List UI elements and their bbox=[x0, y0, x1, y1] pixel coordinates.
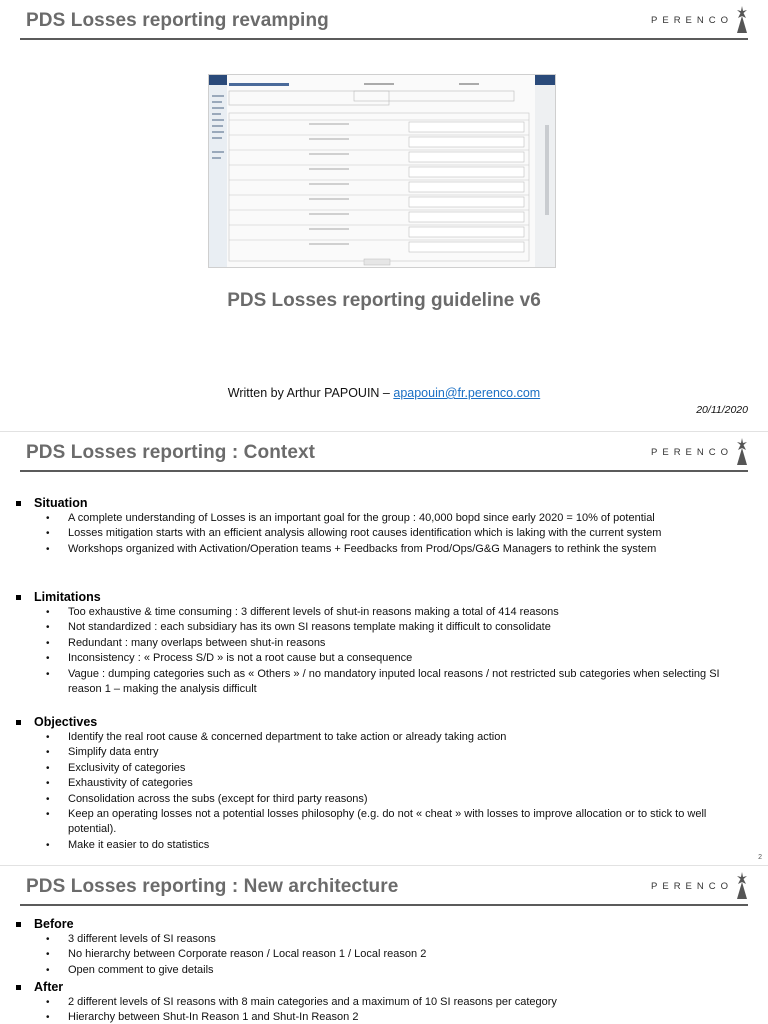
slide-title: PDS Losses reporting : Context bbox=[26, 442, 316, 463]
list-item: • Too exhaustive & time consuming : 3 different levels of shut-in reasons making a total of 414 reasons bbox=[16, 605, 756, 620]
author-text: Written by Arthur PAPOUIN – bbox=[227, 386, 394, 400]
title-rule bbox=[20, 38, 748, 40]
list-item: • 3 different levels of SI reasons bbox=[16, 932, 756, 947]
section-heading: Before bbox=[16, 916, 756, 932]
title-rule bbox=[20, 904, 748, 906]
section-limitations bbox=[16, 589, 756, 697]
section-heading: After bbox=[16, 979, 756, 995]
slide-context bbox=[0, 432, 768, 864]
bullet-list bbox=[16, 511, 756, 557]
square-bullet-icon bbox=[16, 595, 21, 600]
slide-new-architecture bbox=[0, 866, 768, 1024]
section-after bbox=[16, 979, 756, 1024]
section-before bbox=[16, 916, 756, 978]
bullet-list bbox=[16, 605, 756, 697]
ermine-icon bbox=[734, 438, 750, 466]
section-situation bbox=[16, 495, 756, 557]
slide-title: PDS Losses reporting revamping bbox=[26, 10, 329, 31]
document-date: 20/11/2020 bbox=[696, 404, 748, 416]
square-bullet-icon bbox=[16, 985, 21, 990]
logo-text: PERENCO bbox=[651, 446, 733, 458]
perenco-logo bbox=[651, 438, 750, 466]
list-item: • No hierarchy between Corporate reason / Local reason 1 / Local reason 2 bbox=[16, 947, 756, 962]
list-item: • A complete understanding of Losses is an important goal for the group : 40,000 bopd since early 2020 = 10% of potential bbox=[16, 511, 756, 526]
slide-title: PDS Losses reporting : New architecture bbox=[26, 876, 399, 897]
author-email-link[interactable]: apapouin@fr.perenco.com bbox=[393, 386, 541, 400]
list-item: • Hierarchy between Shut-In Reason 1 and Shut-In Reason 2 bbox=[16, 1010, 756, 1024]
square-bullet-icon bbox=[16, 720, 21, 725]
square-bullet-icon bbox=[16, 922, 21, 927]
screenshot-thumbnail bbox=[208, 74, 556, 268]
list-item: • Exhaustivity of categories bbox=[16, 776, 756, 791]
list-item: • 2 different levels of SI reasons with 8 main categories and a maximum of 10 SI reasons per category bbox=[16, 995, 756, 1010]
logo-text: PERENCO bbox=[651, 880, 733, 892]
list-item: • Workshops organized with Activation/Operation teams + Feedbacks from Prod/Ops/G&G Managers to rethink the system bbox=[16, 542, 756, 557]
title-rule bbox=[20, 470, 748, 472]
guideline-title: PDS Losses reporting guideline v6 bbox=[227, 290, 541, 311]
bullet-list bbox=[16, 995, 756, 1024]
page-number: 2 bbox=[758, 854, 762, 861]
section-heading: Limitations bbox=[16, 589, 756, 605]
list-item: • Make it easier to do statistics bbox=[16, 838, 756, 853]
square-bullet-icon bbox=[16, 501, 21, 506]
bullet-list bbox=[16, 730, 756, 853]
perenco-logo bbox=[651, 6, 750, 34]
screenshot-image bbox=[209, 75, 555, 267]
list-item: • Simplify data entry bbox=[16, 745, 756, 760]
list-item: • Identify the real root cause & concerned department to take action or already taking action bbox=[16, 730, 756, 745]
section-heading: Objectives bbox=[16, 714, 756, 730]
list-item: • Keep an operating losses not a potential losses philosophy (e.g. do not « cheat » with losses to improve allocation or to stick to well potential). bbox=[16, 807, 756, 838]
ermine-icon bbox=[734, 872, 750, 900]
ermine-icon bbox=[734, 6, 750, 34]
perenco-logo bbox=[651, 872, 750, 900]
author-line bbox=[0, 386, 768, 400]
list-item: • Open comment to give details bbox=[16, 963, 756, 978]
slide-title-page bbox=[0, 0, 768, 430]
section-objectives bbox=[16, 714, 756, 853]
bullet-list bbox=[16, 932, 756, 978]
list-item: • Consolidation across the subs (except for third party reasons) bbox=[16, 792, 756, 807]
list-item: • Losses mitigation starts with an efficient analysis allowing root causes identification which is laking with the current system bbox=[16, 526, 756, 541]
list-item: • Vague : dumping categories such as « Others » / no mandatory inputed local reasons / not restricted sub categories when selecting SI reason 1 – making the analysis difficult bbox=[16, 667, 756, 698]
section-heading: Situation bbox=[16, 495, 756, 511]
list-item: • Redundant : many overlaps between shut-in reasons bbox=[16, 636, 756, 651]
logo-text: PERENCO bbox=[651, 14, 733, 26]
list-item: • Exclusivity of categories bbox=[16, 761, 756, 776]
list-item: • Inconsistency : « Process S/D » is not a root cause but a consequence bbox=[16, 651, 756, 666]
list-item: • Not standardized : each subsidiary has its own SI reasons template making it difficult to consolidate bbox=[16, 620, 756, 635]
